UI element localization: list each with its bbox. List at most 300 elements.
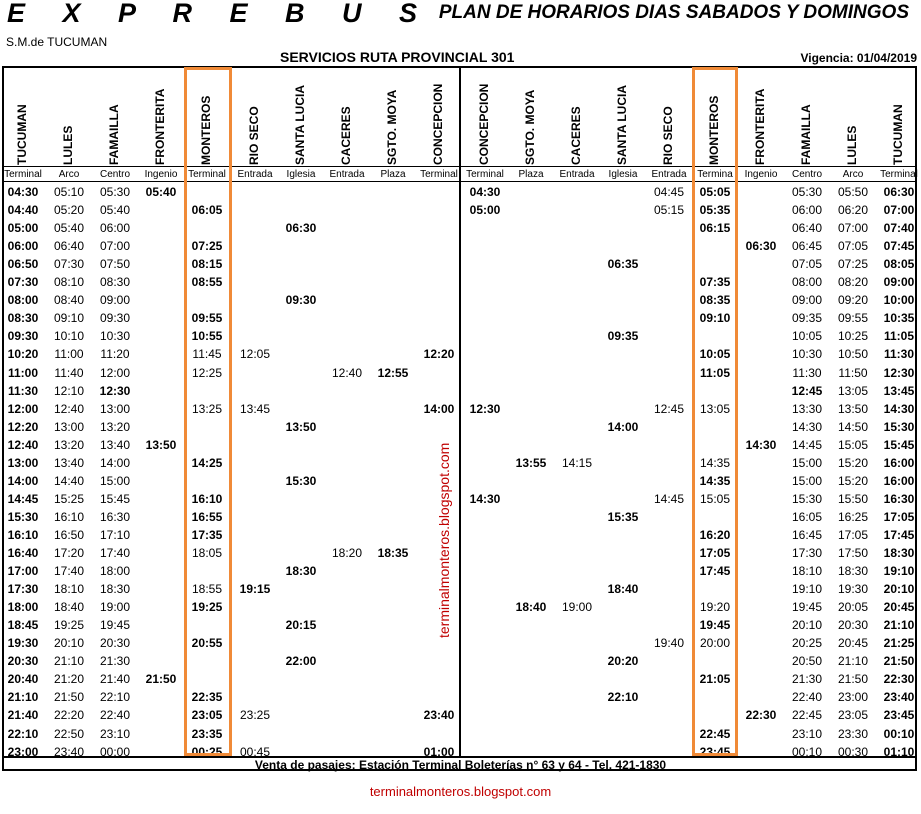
watermark: terminalmonteros.blogspot.com bbox=[369, 784, 552, 799]
time-cell: 16:30 bbox=[883, 491, 915, 506]
time-cell: 18:55 bbox=[191, 582, 223, 597]
time-cell: 16:30 bbox=[99, 509, 131, 524]
time-cell: 14:30 bbox=[791, 419, 823, 434]
time-cell: 15:30 bbox=[791, 491, 823, 506]
time-cell: 06:00 bbox=[791, 203, 823, 218]
time-cell: 08:10 bbox=[53, 275, 85, 290]
time-cell: 19:10 bbox=[883, 564, 915, 579]
time-cell: 20:10 bbox=[791, 618, 823, 633]
time-cell: 21:10 bbox=[53, 654, 85, 669]
time-cell: 08:30 bbox=[99, 275, 131, 290]
time-cell: 07:35 bbox=[699, 275, 731, 290]
time-cell: 05:40 bbox=[53, 221, 85, 236]
time-cell: 17:30 bbox=[7, 582, 39, 597]
column-town-header: FRONTERITA bbox=[753, 88, 767, 165]
time-cell: 09:35 bbox=[791, 311, 823, 326]
time-cell: 07:05 bbox=[791, 257, 823, 272]
time-cell: 09:55 bbox=[191, 311, 223, 326]
time-cell: 10:20 bbox=[7, 347, 39, 362]
column-stop-header: Plaza bbox=[518, 169, 544, 180]
time-cell: 00:10 bbox=[791, 744, 823, 759]
column-town-header: MONTEROS bbox=[199, 95, 213, 165]
column-stop-header: Arco bbox=[58, 169, 80, 180]
time-cell: 12:00 bbox=[99, 365, 131, 380]
time-cell: 21:25 bbox=[883, 636, 915, 651]
time-cell: 23:40 bbox=[423, 708, 455, 723]
time-cell: 16:40 bbox=[7, 546, 39, 560]
time-cell: 22:20 bbox=[53, 708, 85, 723]
time-cell: 18:10 bbox=[53, 582, 85, 597]
time-cell: 14:45 bbox=[7, 491, 39, 506]
highlight-monteros-outbound bbox=[184, 67, 232, 756]
time-cell: 13:00 bbox=[99, 401, 131, 416]
time-cell: 12:20 bbox=[423, 347, 455, 362]
time-cell: 14:45 bbox=[653, 491, 685, 506]
time-cell: 08:20 bbox=[837, 275, 869, 290]
time-cell: 12:00 bbox=[7, 401, 39, 416]
time-cell: 19:00 bbox=[561, 600, 593, 615]
time-cell: 11:50 bbox=[838, 365, 868, 380]
time-cell: 22:40 bbox=[99, 708, 131, 723]
time-cell: 14:25 bbox=[191, 455, 223, 470]
time-cell: 06:05 bbox=[191, 203, 223, 218]
time-cell: 18:30 bbox=[285, 564, 317, 579]
time-cell: 12:30 bbox=[883, 365, 915, 380]
time-cell: 20:40 bbox=[7, 672, 39, 687]
time-cell: 22:40 bbox=[791, 690, 823, 705]
time-cell: 13:45 bbox=[883, 383, 915, 398]
time-cell: 12:45 bbox=[791, 383, 823, 398]
time-cell: 14:00 bbox=[607, 419, 639, 434]
time-cell: 19:25 bbox=[191, 600, 223, 615]
time-cell: 17:10 bbox=[99, 527, 131, 542]
time-cell: 10:55 bbox=[191, 329, 223, 344]
time-cell: 09:10 bbox=[53, 311, 85, 326]
time-cell: 09:00 bbox=[791, 293, 823, 308]
time-cell: 16:10 bbox=[191, 491, 223, 506]
column-town-header: RIO SECO bbox=[661, 106, 675, 165]
time-cell: 17:50 bbox=[837, 546, 869, 560]
column-stop-header: Plaza bbox=[380, 169, 406, 180]
time-cell: 10:05 bbox=[791, 329, 823, 344]
column-town-header: TUCUMAN bbox=[891, 104, 905, 165]
column-town-header: LULES bbox=[845, 125, 859, 165]
time-cell: 13:50 bbox=[145, 437, 177, 452]
time-cell: 04:30 bbox=[469, 185, 501, 199]
time-cell: 16:00 bbox=[883, 455, 915, 470]
time-cell: 20:00 bbox=[699, 636, 731, 651]
time-cell: 21:10 bbox=[883, 618, 915, 633]
time-cell: 14:35 bbox=[699, 473, 731, 488]
time-cell: 00:45 bbox=[239, 744, 271, 759]
time-cell: 12:30 bbox=[99, 383, 131, 398]
time-cell: 00:25 bbox=[191, 744, 223, 759]
time-cell: 19:25 bbox=[53, 618, 85, 633]
time-cell: 16:55 bbox=[191, 509, 223, 524]
time-cell: 13:20 bbox=[53, 437, 85, 452]
time-cell: 20:10 bbox=[53, 636, 85, 651]
time-cell: 17:30 bbox=[791, 546, 823, 560]
time-cell: 05:00 bbox=[469, 203, 501, 218]
time-cell: 12:45 bbox=[653, 401, 685, 416]
time-cell: 00:00 bbox=[99, 744, 131, 759]
time-cell: 06:30 bbox=[883, 185, 915, 199]
time-cell: 15:30 bbox=[7, 509, 39, 524]
service-title: SERVICIOS RUTA PROVINCIAL 301 bbox=[280, 49, 515, 65]
plan-title: PLAN DE HORARIOS DIAS SABADOS Y DOMINGOS bbox=[438, 2, 909, 23]
time-cell: 18:45 bbox=[7, 618, 39, 633]
time-cell: 07:25 bbox=[837, 257, 869, 272]
highlight-monteros-return bbox=[692, 67, 738, 756]
time-cell: 05:20 bbox=[53, 203, 85, 218]
time-cell: 07:00 bbox=[837, 221, 869, 236]
time-cell: 23:10 bbox=[791, 726, 823, 741]
column-stop-header: Termina bbox=[697, 169, 733, 180]
time-cell: 23:25 bbox=[239, 708, 271, 723]
time-cell: 06:15 bbox=[699, 221, 731, 236]
column-stop-header: Ingenio bbox=[744, 169, 778, 180]
column-stop-header: Arco bbox=[842, 169, 864, 180]
time-cell: 20:20 bbox=[607, 654, 639, 669]
time-cell: 18:10 bbox=[791, 564, 823, 579]
time-cell: 18:40 bbox=[607, 582, 639, 597]
time-cell: 08:55 bbox=[191, 275, 223, 290]
column-stop-header: Iglesia bbox=[608, 169, 638, 180]
time-cell: 21:40 bbox=[7, 708, 39, 723]
column-town-header: FAMAILLA bbox=[799, 104, 813, 165]
time-cell: 05:10 bbox=[53, 185, 85, 199]
time-cell: 19:15 bbox=[239, 582, 271, 597]
time-cell: 14:45 bbox=[791, 437, 823, 452]
column-stop-header: Entrada bbox=[559, 169, 595, 180]
time-cell: 09:00 bbox=[883, 275, 915, 290]
time-cell: 15:05 bbox=[699, 491, 731, 506]
time-cell: 15:00 bbox=[99, 473, 131, 488]
time-cell: 05:00 bbox=[7, 221, 39, 236]
time-cell: 05:30 bbox=[99, 185, 131, 199]
column-town-header: SANTA LUCIA bbox=[293, 85, 307, 165]
time-cell: 07:50 bbox=[99, 257, 131, 272]
column-stop-header: Terminal bbox=[420, 169, 458, 180]
time-cell: 15:45 bbox=[883, 437, 915, 452]
column-town-header: CACERES bbox=[569, 106, 583, 165]
time-cell: 23:30 bbox=[837, 726, 869, 741]
time-cell: 16:25 bbox=[837, 509, 869, 524]
time-cell: 10:50 bbox=[837, 347, 869, 362]
time-cell: 11:30 bbox=[7, 383, 39, 398]
time-cell: 12:10 bbox=[53, 383, 85, 398]
time-cell: 18:30 bbox=[837, 564, 869, 579]
time-cell: 22:50 bbox=[53, 726, 85, 741]
column-town-header: FRONTERITA bbox=[153, 88, 167, 165]
time-cell: 17:00 bbox=[7, 564, 39, 579]
time-cell: 12:05 bbox=[239, 347, 271, 362]
time-cell: 00:30 bbox=[837, 744, 869, 759]
time-cell: 21:50 bbox=[53, 690, 85, 705]
time-cell: 13:55 bbox=[515, 455, 547, 470]
time-cell: 18:05 bbox=[191, 546, 223, 560]
time-cell: 18:40 bbox=[53, 600, 85, 615]
column-stop-header: Centro bbox=[791, 169, 822, 180]
time-cell: 11:05 bbox=[699, 365, 731, 380]
time-cell: 20:15 bbox=[285, 618, 317, 633]
column-stop-header: Terminal bbox=[188, 169, 226, 180]
column-stop-header: Centro bbox=[99, 169, 130, 180]
time-cell: 07:40 bbox=[883, 221, 915, 236]
column-stop-header: Terminal bbox=[880, 169, 918, 180]
time-cell: 19:20 bbox=[699, 600, 731, 615]
time-cell: 11:05 bbox=[883, 329, 915, 344]
time-cell: 08:35 bbox=[699, 293, 731, 308]
time-cell: 12:40 bbox=[53, 401, 85, 416]
time-cell: 07:30 bbox=[7, 275, 39, 290]
time-cell: 18:30 bbox=[883, 546, 915, 560]
time-cell: 19:30 bbox=[837, 582, 869, 597]
time-cell: 21:50 bbox=[145, 672, 177, 687]
time-cell: 08:00 bbox=[791, 275, 823, 290]
time-cell: 17:05 bbox=[699, 546, 731, 560]
time-cell: 18:40 bbox=[515, 600, 547, 615]
time-cell: 13:00 bbox=[7, 455, 39, 470]
time-cell: 19:45 bbox=[99, 618, 131, 633]
time-cell: 07:45 bbox=[883, 239, 915, 254]
time-cell: 14:00 bbox=[99, 455, 131, 470]
time-cell: 21:30 bbox=[99, 654, 131, 669]
time-cell: 15:30 bbox=[285, 473, 317, 488]
time-cell: 23:10 bbox=[99, 726, 131, 741]
time-cell: 21:30 bbox=[791, 672, 823, 687]
column-town-header: FAMAILLA bbox=[107, 104, 121, 165]
time-cell: 13:40 bbox=[99, 437, 131, 452]
time-cell: 22:45 bbox=[699, 726, 731, 741]
time-cell: 21:20 bbox=[53, 672, 85, 687]
time-cell: 06:30 bbox=[285, 221, 317, 236]
time-cell: 19:30 bbox=[7, 636, 39, 651]
time-cell: 12:55 bbox=[377, 365, 409, 380]
time-cell: 15:30 bbox=[883, 419, 915, 434]
time-cell: 06:40 bbox=[53, 239, 85, 254]
time-cell: 15:25 bbox=[53, 491, 85, 506]
column-town-header: TUCUMAN bbox=[15, 104, 29, 165]
time-cell: 10:30 bbox=[791, 347, 823, 362]
time-cell: 14:00 bbox=[423, 401, 455, 416]
column-stop-header: Entrada bbox=[651, 169, 687, 180]
time-cell: 11:30 bbox=[883, 347, 915, 362]
time-cell: 13:05 bbox=[699, 401, 731, 416]
time-cell: 19:45 bbox=[699, 618, 731, 633]
time-cell: 13:25 bbox=[191, 401, 223, 416]
time-cell: 01:10 bbox=[883, 744, 915, 759]
time-cell: 17:35 bbox=[191, 527, 223, 542]
time-cell: 12:40 bbox=[7, 437, 39, 452]
column-town-header: RIO SECO bbox=[247, 106, 261, 165]
time-cell: 07:25 bbox=[191, 239, 223, 254]
time-cell: 20:50 bbox=[791, 654, 823, 669]
time-cell: 18:00 bbox=[99, 564, 131, 579]
time-cell: 19:45 bbox=[791, 600, 823, 615]
time-cell: 00:10 bbox=[883, 726, 915, 741]
time-cell: 05:50 bbox=[837, 185, 869, 199]
time-cell: 16:00 bbox=[883, 473, 915, 488]
time-cell: 14:00 bbox=[7, 473, 39, 488]
time-cell: 22:10 bbox=[607, 690, 639, 705]
time-cell: 08:15 bbox=[191, 257, 223, 272]
time-cell: 22:10 bbox=[7, 726, 39, 741]
time-cell: 10:05 bbox=[699, 347, 731, 362]
time-cell: 17:45 bbox=[699, 564, 731, 579]
time-cell: 13:50 bbox=[837, 401, 869, 416]
time-cell: 18:00 bbox=[7, 600, 39, 615]
time-cell: 09:30 bbox=[99, 311, 131, 326]
time-cell: 04:30 bbox=[7, 185, 39, 199]
time-cell: 15:00 bbox=[791, 455, 823, 470]
brand-title: E X P R E B U S bbox=[7, 0, 433, 28]
column-town-header: CONCEPCION bbox=[477, 83, 491, 165]
time-cell: 21:10 bbox=[837, 654, 869, 669]
time-cell: 15:20 bbox=[837, 473, 869, 488]
vigencia-label: Vigencia: 01/04/2019 bbox=[800, 51, 917, 65]
time-cell: 12:30 bbox=[469, 401, 501, 416]
column-town-header: LULES bbox=[61, 125, 75, 165]
time-cell: 06:30 bbox=[745, 239, 777, 254]
time-cell: 11:40 bbox=[54, 365, 84, 380]
time-cell: 23:05 bbox=[191, 708, 223, 723]
time-cell: 09:35 bbox=[607, 329, 639, 344]
column-town-header: MONTEROS bbox=[707, 95, 721, 165]
column-town-header: SGTO. MOYA bbox=[523, 89, 537, 165]
time-cell: 04:40 bbox=[7, 203, 39, 218]
time-cell: 11:45 bbox=[192, 347, 222, 362]
time-cell: 14:35 bbox=[699, 455, 731, 470]
time-cell: 17:40 bbox=[53, 564, 85, 579]
time-cell: 13:45 bbox=[239, 401, 271, 416]
time-cell: 05:40 bbox=[99, 203, 131, 218]
time-cell: 01:00 bbox=[423, 744, 455, 759]
column-stop-header: Entrada bbox=[237, 169, 273, 180]
time-cell: 05:40 bbox=[145, 185, 177, 199]
watermark-vertical: terminalmonteros.blogspot.com bbox=[436, 442, 452, 638]
time-cell: 06:35 bbox=[607, 257, 639, 272]
time-cell: 22:10 bbox=[99, 690, 131, 705]
time-cell: 18:35 bbox=[377, 546, 409, 560]
time-cell: 11:00 bbox=[7, 365, 39, 380]
time-cell: 11:30 bbox=[792, 365, 822, 380]
time-cell: 20:30 bbox=[837, 618, 869, 633]
time-cell: 19:40 bbox=[653, 636, 685, 651]
time-cell: 04:45 bbox=[653, 185, 685, 199]
time-cell: 08:40 bbox=[53, 293, 85, 308]
time-cell: 20:10 bbox=[883, 582, 915, 597]
time-cell: 06:20 bbox=[837, 203, 869, 218]
time-cell: 10:25 bbox=[837, 329, 869, 344]
time-cell: 23:40 bbox=[883, 690, 915, 705]
time-cell: 10:10 bbox=[53, 329, 85, 344]
time-cell: 09:10 bbox=[699, 311, 731, 326]
column-town-header: SANTA LUCIA bbox=[615, 85, 629, 165]
time-cell: 05:30 bbox=[791, 185, 823, 199]
time-cell: 23:05 bbox=[837, 708, 869, 723]
time-cell: 20:45 bbox=[837, 636, 869, 651]
time-cell: 23:35 bbox=[191, 726, 223, 741]
time-cell: 14:30 bbox=[469, 491, 501, 506]
time-cell: 07:05 bbox=[837, 239, 869, 254]
time-cell: 13:05 bbox=[837, 383, 869, 398]
time-cell: 14:50 bbox=[837, 419, 869, 434]
time-cell: 21:05 bbox=[699, 672, 731, 687]
time-cell: 20:30 bbox=[7, 654, 39, 669]
time-cell: 13:40 bbox=[53, 455, 85, 470]
time-cell: 10:35 bbox=[883, 311, 915, 326]
time-cell: 06:40 bbox=[791, 221, 823, 236]
time-cell: 09:30 bbox=[285, 293, 317, 308]
time-cell: 17:40 bbox=[99, 546, 131, 560]
time-cell: 16:45 bbox=[791, 527, 823, 542]
time-cell: 19:10 bbox=[791, 582, 823, 597]
time-cell: 13:50 bbox=[285, 419, 317, 434]
time-cell: 09:55 bbox=[837, 311, 869, 326]
time-cell: 12:20 bbox=[7, 419, 39, 434]
time-cell: 22:00 bbox=[285, 654, 317, 669]
time-cell: 11:20 bbox=[100, 347, 130, 362]
time-cell: 18:30 bbox=[99, 582, 131, 597]
time-cell: 18:20 bbox=[331, 546, 363, 560]
time-cell: 06:00 bbox=[7, 239, 39, 254]
time-cell: 21:40 bbox=[99, 672, 131, 687]
time-cell: 07:30 bbox=[53, 257, 85, 272]
time-cell: 08:05 bbox=[883, 257, 915, 272]
time-cell: 08:00 bbox=[7, 293, 39, 308]
time-cell: 17:45 bbox=[883, 527, 915, 542]
time-cell: 16:50 bbox=[53, 527, 85, 542]
column-town-header: CACERES bbox=[339, 106, 353, 165]
time-cell: 09:30 bbox=[7, 329, 39, 344]
time-cell: 07:00 bbox=[883, 203, 915, 218]
time-cell: 19:00 bbox=[99, 600, 131, 615]
time-cell: 10:30 bbox=[99, 329, 131, 344]
time-cell: 05:35 bbox=[699, 203, 731, 218]
time-cell: 15:20 bbox=[837, 455, 869, 470]
time-cell: 15:35 bbox=[607, 509, 639, 524]
time-cell: 17:20 bbox=[53, 546, 85, 560]
time-cell: 17:05 bbox=[883, 509, 915, 524]
time-cell: 15:05 bbox=[837, 437, 869, 452]
time-cell: 14:30 bbox=[883, 401, 915, 416]
time-cell: 22:30 bbox=[745, 708, 777, 723]
time-cell: 14:30 bbox=[745, 437, 777, 452]
time-cell: 15:50 bbox=[837, 491, 869, 506]
time-cell: 23:00 bbox=[7, 744, 39, 759]
time-cell: 17:05 bbox=[837, 527, 869, 542]
time-cell: 23:40 bbox=[53, 744, 85, 759]
time-cell: 06:00 bbox=[99, 221, 131, 236]
time-cell: 16:10 bbox=[7, 527, 39, 542]
time-cell: 21:50 bbox=[883, 654, 915, 669]
footer-text: Venta de pasajes: Estación Terminal Boleterías n° 63 y 64 - Tel. 421-1830 bbox=[254, 758, 667, 772]
time-cell: 06:50 bbox=[7, 257, 39, 272]
time-cell: 20:45 bbox=[883, 600, 915, 615]
time-cell: 10:00 bbox=[883, 293, 915, 308]
time-cell: 13:00 bbox=[53, 419, 85, 434]
time-cell: 08:30 bbox=[7, 311, 39, 326]
time-cell: 16:20 bbox=[699, 527, 731, 542]
column-town-header: SGTO. MOYA bbox=[385, 89, 399, 165]
column-stop-header: Entrada bbox=[329, 169, 365, 180]
column-town-header: CONCEPCION bbox=[431, 83, 445, 165]
time-cell: 14:15 bbox=[561, 455, 593, 470]
time-cell: 23:45 bbox=[699, 744, 731, 759]
time-cell: 05:05 bbox=[699, 185, 731, 199]
column-stop-header: Terminal bbox=[466, 169, 504, 180]
